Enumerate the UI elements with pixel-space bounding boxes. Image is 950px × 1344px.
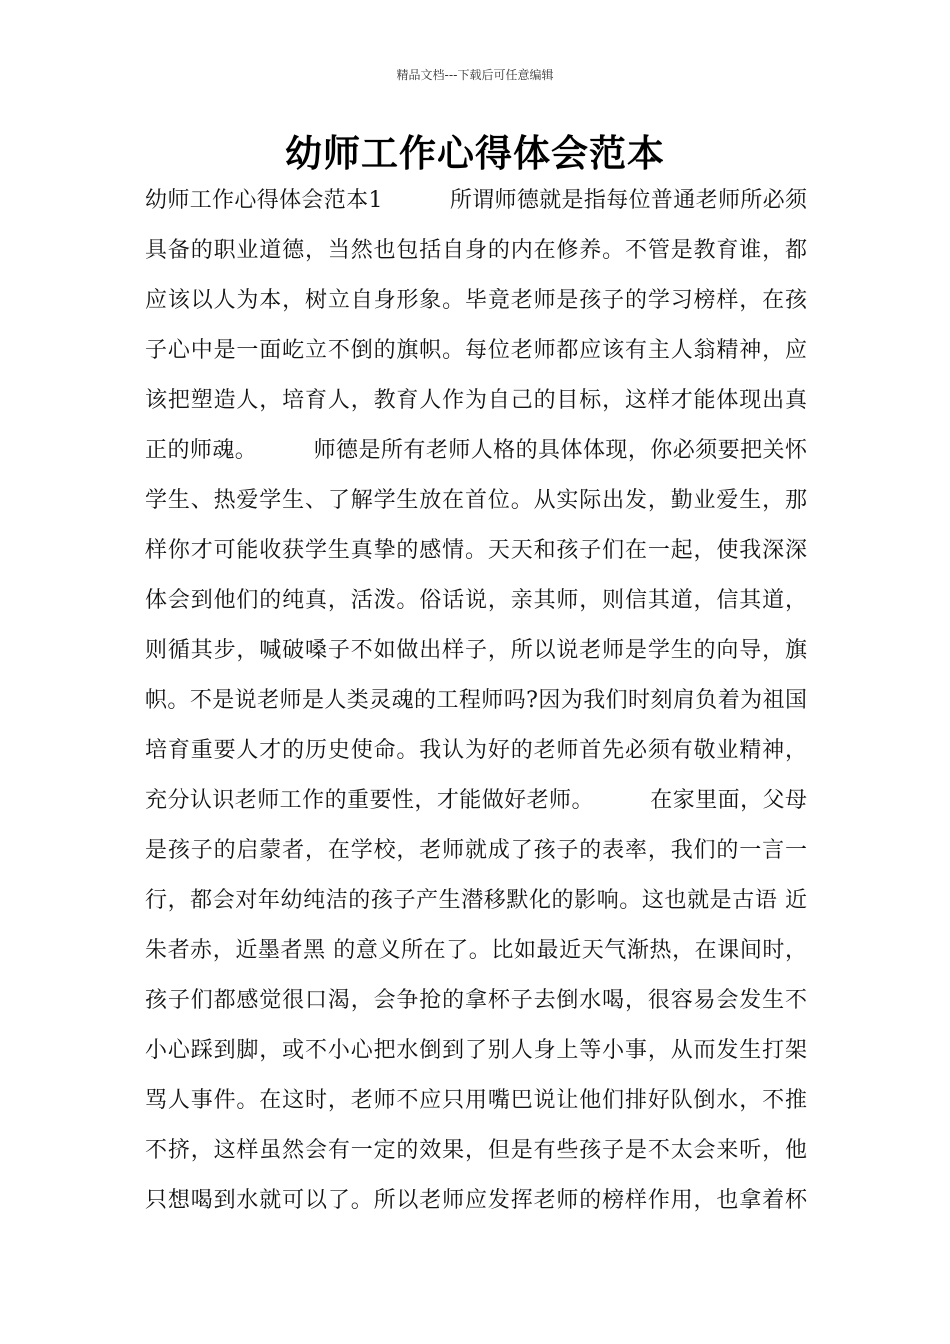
body-line: 行，都会对年幼纯洁的孩子产生潜移默化的影响。这也就是古语 近 xyxy=(145,888,807,913)
body-line: 学生、热爱学生、了解学生放在首位。从实际出发，勤业爱生，那 xyxy=(145,488,807,513)
document-title: 幼师工作心得体会范本 xyxy=(285,131,665,175)
body-line: 孩子们都感觉很口渴，会争抢的拿杯子去倒水喝，很容易会发生不 xyxy=(145,988,807,1013)
body-line: 帜。不是说老师是人类灵魂的工程师吗?因为我们时刻肩负着为祖国 xyxy=(145,688,807,713)
body-line: 只想喝到水就可以了。所以老师应发挥老师的榜样作用，也拿着杯 xyxy=(145,1188,807,1213)
body-line: 该把塑造人，培育人，教育人作为自己的目标，这样才能体现出真 xyxy=(145,388,807,413)
body-line: 不挤，这样虽然会有一定的效果，但是有些孩子是不太会来听，他 xyxy=(145,1138,807,1163)
body-line: 小心踩到脚，或不小心把水倒到了别人身上等小事，从而发生打架 xyxy=(145,1038,807,1063)
body-line: 正的师魂。 师德是所有老师人格的具体体现，你必须要把关怀 xyxy=(145,438,807,463)
document-body xyxy=(145,176,807,1226)
body-line: 则循其步，喊破嗓子不如做出样子，所以说老师是学生的向导，旗 xyxy=(145,638,807,663)
body-line: 体会到他们的纯真，活泼。俗话说，亲其师，则信其道，信其道， xyxy=(145,588,807,613)
body-line: 具备的职业道德，当然也包括自身的内在修养。不管是教育谁，都 xyxy=(145,238,807,263)
body-line: 骂人事件。在这时，老师不应只用嘴巴说让他们排好队倒水，不推 xyxy=(145,1088,807,1113)
header-note: 精品文档---下载后可任意编辑 xyxy=(396,68,554,82)
body-line: 是孩子的启蒙者，在学校，老师就成了孩子的表率，我们的一言一 xyxy=(145,838,807,863)
body-line: 样你才可能收获学生真挚的感情。天天和孩子们在一起，使我深深 xyxy=(145,538,807,563)
body-line: 朱者赤，近墨者黑 的意义所在了。比如最近天气渐热，在课间时， xyxy=(145,938,807,963)
body-line: 子心中是一面屹立不倒的旗帜。每位老师都应该有主人翁精神，应 xyxy=(145,338,807,363)
body-line: 培育重要人才的历史使命。我认为好的老师首先必须有敬业精神， xyxy=(145,738,807,763)
body-line: 充分认识老师工作的重要性，才能做好老师。 在家里面，父母 xyxy=(145,788,807,813)
body-line: 幼师工作心得体会范本1 所谓师德就是指每位普通老师所必须 xyxy=(145,188,807,213)
body-line: 应该以人为本，树立自身形象。毕竟老师是孩子的学习榜样，在孩 xyxy=(145,288,807,313)
